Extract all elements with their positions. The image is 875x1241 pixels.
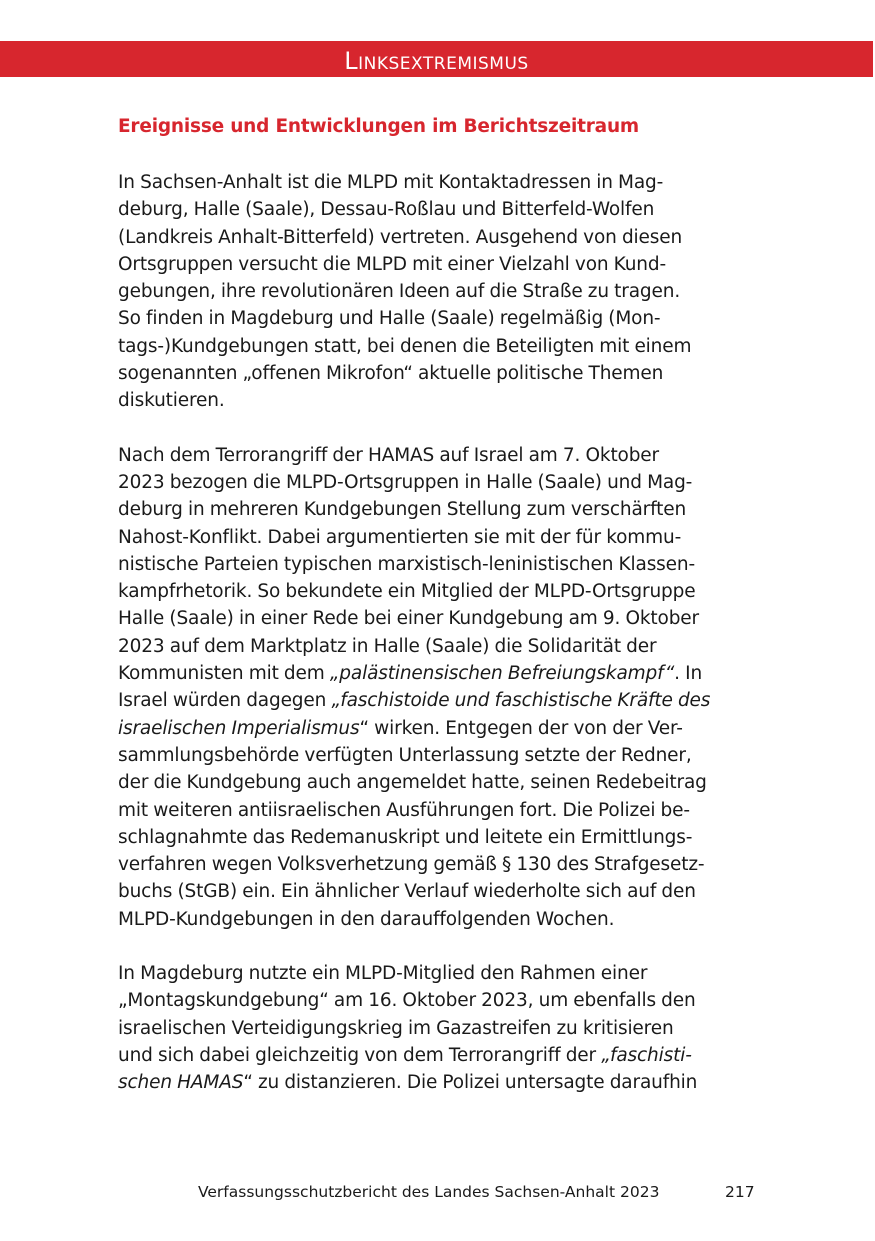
text-line (118, 1042, 758, 1069)
text-line: verfahren wegen Volksverhetzung gemäß § 130 des Strafgesetz- (118, 854, 705, 876)
body-text (118, 169, 758, 1124)
text-line: Ortsgruppen versucht die MLPD mit einer Vielzahl von Kund- (118, 253, 667, 275)
text-line: „Montagskundgebung“ am 16. Oktober 2023, um ebenfalls den (118, 990, 696, 1012)
text-line: sogenannten „offenen Mikrofon“ aktuelle politische Themen (118, 363, 664, 385)
quotation-italic: schen HAMAS (118, 1072, 244, 1094)
text-line: israelischen Verteidigungskrieg im Gazastreifen zu kritisieren (118, 1017, 674, 1039)
text-line: schlagnahmte das Redemanuskript und leitete ein Ermittlungs- (118, 826, 693, 848)
footer-title: Verfassungsschutzbericht des Landes Sachsen-Anhalt 2023 (198, 1183, 660, 1201)
paragraph-1 (118, 169, 758, 415)
text-line: Halle (Saale) in einer Rede bei einer Kundgebung am 9. Oktober (118, 608, 699, 630)
paragraph-3 (118, 960, 758, 1096)
text-line: tags-)Kundgebungen statt, bei denen die Beteiligten mit einem (118, 335, 692, 357)
text-line: So finden in Magdeburg und Halle (Saale) regelmäßig (Mon- (118, 308, 661, 330)
text-line (118, 1069, 758, 1096)
text-line: deburg in mehreren Kundgebungen Stellung zum verschärften (118, 499, 687, 521)
section-heading: Ereignisse und Entwicklungen im Berichtszeitraum (118, 116, 639, 137)
text-line: In Sachsen-Anhalt ist die MLPD mit Kontaktadressen in Mag- (118, 172, 664, 193)
text-line: der die Kundgebung auch angemeldet hatte, seinen Redebeitrag (118, 772, 707, 794)
page-number: 217 (725, 1183, 755, 1201)
text-line: Nahost-Konflikt. Dabei argumentierten sie mit der für kommu- (118, 526, 682, 548)
text-fragment: Kommunisten mit dem (118, 663, 330, 685)
text-line (118, 660, 758, 687)
text-fragment: “ wirken. Entgegen der von der Ver- (359, 717, 683, 739)
text-line: gebungen, ihre revolutionären Ideen auf die Straße zu tragen. (118, 281, 681, 303)
text-line: mit weiteren antiisraelischen Ausführungen fort. Die Polizei be- (118, 799, 690, 821)
text-line: nistische Parteien typischen marxistisch-leninistischen Klassen- (118, 553, 696, 575)
text-line: diskutieren. (118, 390, 225, 412)
text-line (118, 687, 758, 714)
text-line: 2023 bezogen die MLPD-Ortsgruppen in Halle (Saale) und Mag- (118, 471, 693, 493)
text-line: deburg, Halle (Saale), Dessau-Roßlau und Bitterfeld-Wolfen (118, 199, 655, 221)
text-line: 2023 auf dem Marktplatz in Halle (Saale) die Solidarität der (118, 635, 657, 657)
text-fragment: . In (674, 663, 703, 685)
text-line: Nach dem Terrorangriff der HAMAS auf Israel am 7. Oktober (118, 444, 659, 466)
text-line: MLPD-Kundgebungen in den darauffolgenden Wochen. (118, 908, 615, 930)
text-line (118, 715, 758, 742)
quotation-italic: israelischen Imperialismus (118, 717, 360, 739)
text-line: kampfrhetorik. So bekundete ein Mitglied der MLPD-Ortsgruppe (118, 581, 696, 603)
quotation-italic: „palästinensischen Befreiungskampf“ (329, 663, 675, 685)
text-line: sammlungsbehörde verfügten Unterlassung setzte der Redner, (118, 744, 692, 766)
quotation-italic: „faschisti- (601, 1044, 692, 1066)
paragraph-2 (118, 442, 758, 933)
text-line: buchs (StGB) ein. Ein ähnlicher Verlauf wiederholte sich auf den (118, 881, 696, 903)
text-fragment: Israel würden dagegen (118, 690, 332, 712)
text-line: (Landkreis Anhalt-Bitterfeld) vertreten. Ausgehend von diesen (118, 226, 683, 248)
text-fragment: und sich dabei gleichzeitig von dem Terrorangriff der (118, 1044, 602, 1066)
quotation-italic: „faschistoide und faschistische Kräfte des (331, 690, 711, 712)
chapter-title: Linksextremismus (344, 47, 529, 75)
text-line: In Magdeburg nutzte ein MLPD-Mitglied den Rahmen einer (118, 963, 648, 985)
text-fragment: “ zu distanzieren. Die Polizei untersagte daraufhin (243, 1072, 698, 1094)
